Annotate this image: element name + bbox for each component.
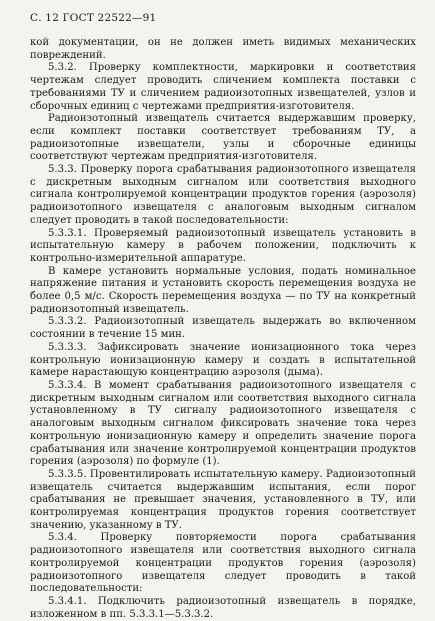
paragraph: 5.3.4.1. Подключить радиоизотопный извещатель в порядке, изложенном в пп. 5.3.3.1—5.3.3.2. [30, 595, 416, 620]
paragraph: Радиоизотопный извещатель считается выдержавшим проверку, если комплект поставки соответствует требованиям ТУ, а радиоизотопные извещатели, узлы и сборочные единицы соответствуют чертежам предприятия-изготовителя. [30, 113, 416, 163]
paragraph: 5.3.3.5. Провентилировать испытательную камеру. Радиоизотопный извещатель считается выдержавшим испытания, если порог срабатывания не превышает значения, установленного в ТУ, или контролируемая концентрация продуктов горения соответствует значению, указанному в ТУ. [30, 468, 416, 531]
paragraph: 5.3.3.1. Проверяемый радиоизотопный извещатель установить в испытательную камеру в рабочем положении, подключить к контрольно-измерительной аппаратуре. [30, 227, 416, 264]
paragraph: 5.3.2. Проверку комплектности, маркировки и соответствия чертежам следует проводить сличением комплекта поставки с требованиями ТУ и сличением радиоизотопных извещателей, узлов и сборочных единиц с чертежами предприятия-изготовителя. [30, 62, 416, 112]
paragraph: В камере установить нормальные условия, подать номинальное напряжение питания и установить скорость перемещения воздуха не более 0,5 м/с. Скорость перемещения воздуха — по ТУ на конкретный радиоизотопный извещатель. [30, 265, 416, 315]
paragraph: кой документации, он не должен иметь видимых механических повреждений. [30, 37, 416, 61]
document-body [30, 37, 416, 621]
paragraph: 5.3.3.3. Зафиксировать значение ионизационного тока через контрольную ионизационную камеру и создать в испытательной камере нарастающую концентрацию аэрозоля (дыма). [30, 341, 416, 379]
paragraph: 5.3.3. Проверку порога срабатывания радиоизотопного извещателя с дискретным выходным сигналом или соответствия выходного сигнала контролируемой концентрации продуктов горения (аэрозоля) радиоизотопного извещателя с аналоговым выходным сигналом следует проводить в такой последовательности: [30, 164, 416, 226]
paragraph: 5.3.4. Проверку повторяемости порога срабатывания радиоизотопного извещателя или соответствия выходного сигнала контролируемой концентрации продуктов горения (аэрозоля) радиоизотопного извещателя следует проводить в такой последовательности: [30, 532, 416, 595]
paragraph: 5.3.3.2. Радиоизотопный извещатель выдержать во включенном состоянии в течение 15 мин. [30, 316, 416, 341]
paragraph: 5.3.3.4. В момент срабатывания радиоизотопного извещателя с дискретным выходным сигналом или соответствия выходного сигнала установленному в ТУ сигналу радиоизотопного извещателя с аналоговым выходным сигналом фиксировать значение тока через контрольную ионизационную камеру и определить значение порога срабатывания или значение контролируемой концентрации продуктов горения (аэрозоля) по формуле (1). [30, 379, 416, 468]
page-number: С. 12 [30, 12, 60, 24]
page-header [30, 12, 156, 24]
standard-designation: ГОСТ 22522—91 [62, 12, 157, 24]
